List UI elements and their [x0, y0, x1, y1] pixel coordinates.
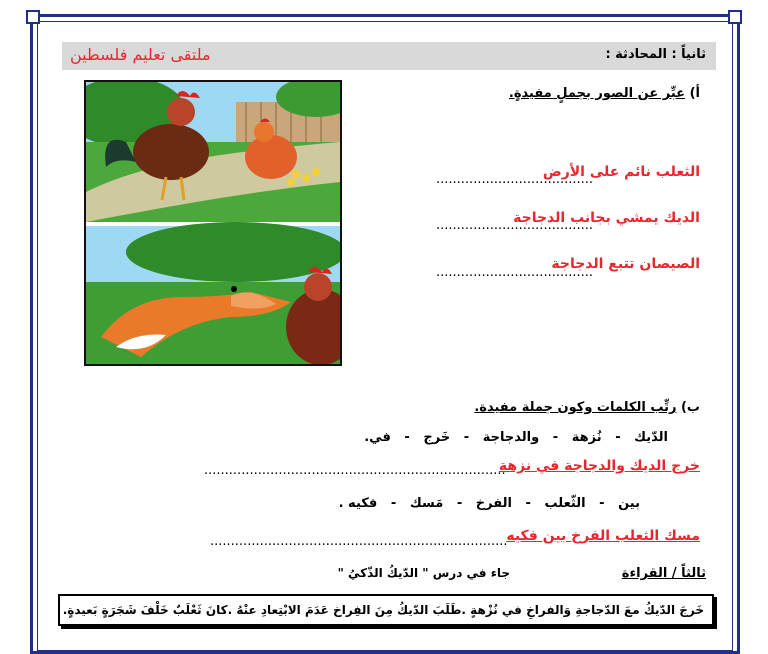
reading-passage: خَرجَ الدّيكُ معَ الدّجاجةِ وَالفراخِ في نُزْهةٍ .طَلَبَ الدّيكُ مِنَ الفِراخ عَدَمَ الابْتِعادِ عنْهُ .كانَ ثَعْلَبٌ خَلْفَ شَجَرَةٍ بَعيدةٍ. — [62, 603, 704, 617]
corner-ornament — [26, 10, 40, 24]
answer-line: ...................................... — [436, 218, 594, 233]
section-title: ثانياً : المحادثة : — [605, 47, 706, 62]
answer-2: الديك يمشي بجانب الدجاجة — [513, 210, 700, 226]
brand-title: ملتقى تعليم فلسطين — [70, 45, 211, 64]
reading-section-title: ثالثاً / القراءة — [621, 566, 706, 581]
scrambled-words-1: الدّيك - نُزهة - والدجاجة - خَرج - في. — [364, 430, 668, 445]
answer-3: الصيصان تتبع الدجاجة — [551, 256, 700, 272]
lesson-reference: جاء في درس " الدّيكُ الذّكيُ " — [337, 566, 510, 580]
question-a-instruction: عبِّر عن الصور بجملٍ مفيدةٍ. — [508, 86, 686, 101]
answer-line: ........................................................................ — [210, 534, 508, 549]
answer-line: ...................................... — [436, 172, 594, 187]
question-a-label: أ) — [689, 86, 700, 101]
answer-line: ...................................... — [436, 265, 594, 280]
answer-b-2: مسك الثعلب الفرخ بين فكيه — [506, 528, 700, 544]
rooster-fox-illustration — [84, 80, 342, 366]
answer-1: الثعلب نائم على الأرض — [542, 164, 700, 180]
illustration-svg — [86, 82, 340, 364]
answer-b-1: خرج الديك والدجاجة في نزهة — [498, 458, 700, 474]
question-b-label: ب) — [680, 400, 700, 415]
question-a — [509, 86, 700, 101]
section-header — [62, 42, 716, 70]
scrambled-words-2: بين - الثّعلب - الفرخ - مَسك - فكيه . — [338, 496, 640, 511]
reading-passage-box — [58, 594, 714, 626]
answer-line: ......................................................................... — [204, 463, 506, 478]
question-b — [474, 400, 700, 415]
question-b-instruction: رتِّب الكلمات وكون جملة مفيدة. — [474, 400, 677, 415]
corner-ornament — [728, 10, 742, 24]
